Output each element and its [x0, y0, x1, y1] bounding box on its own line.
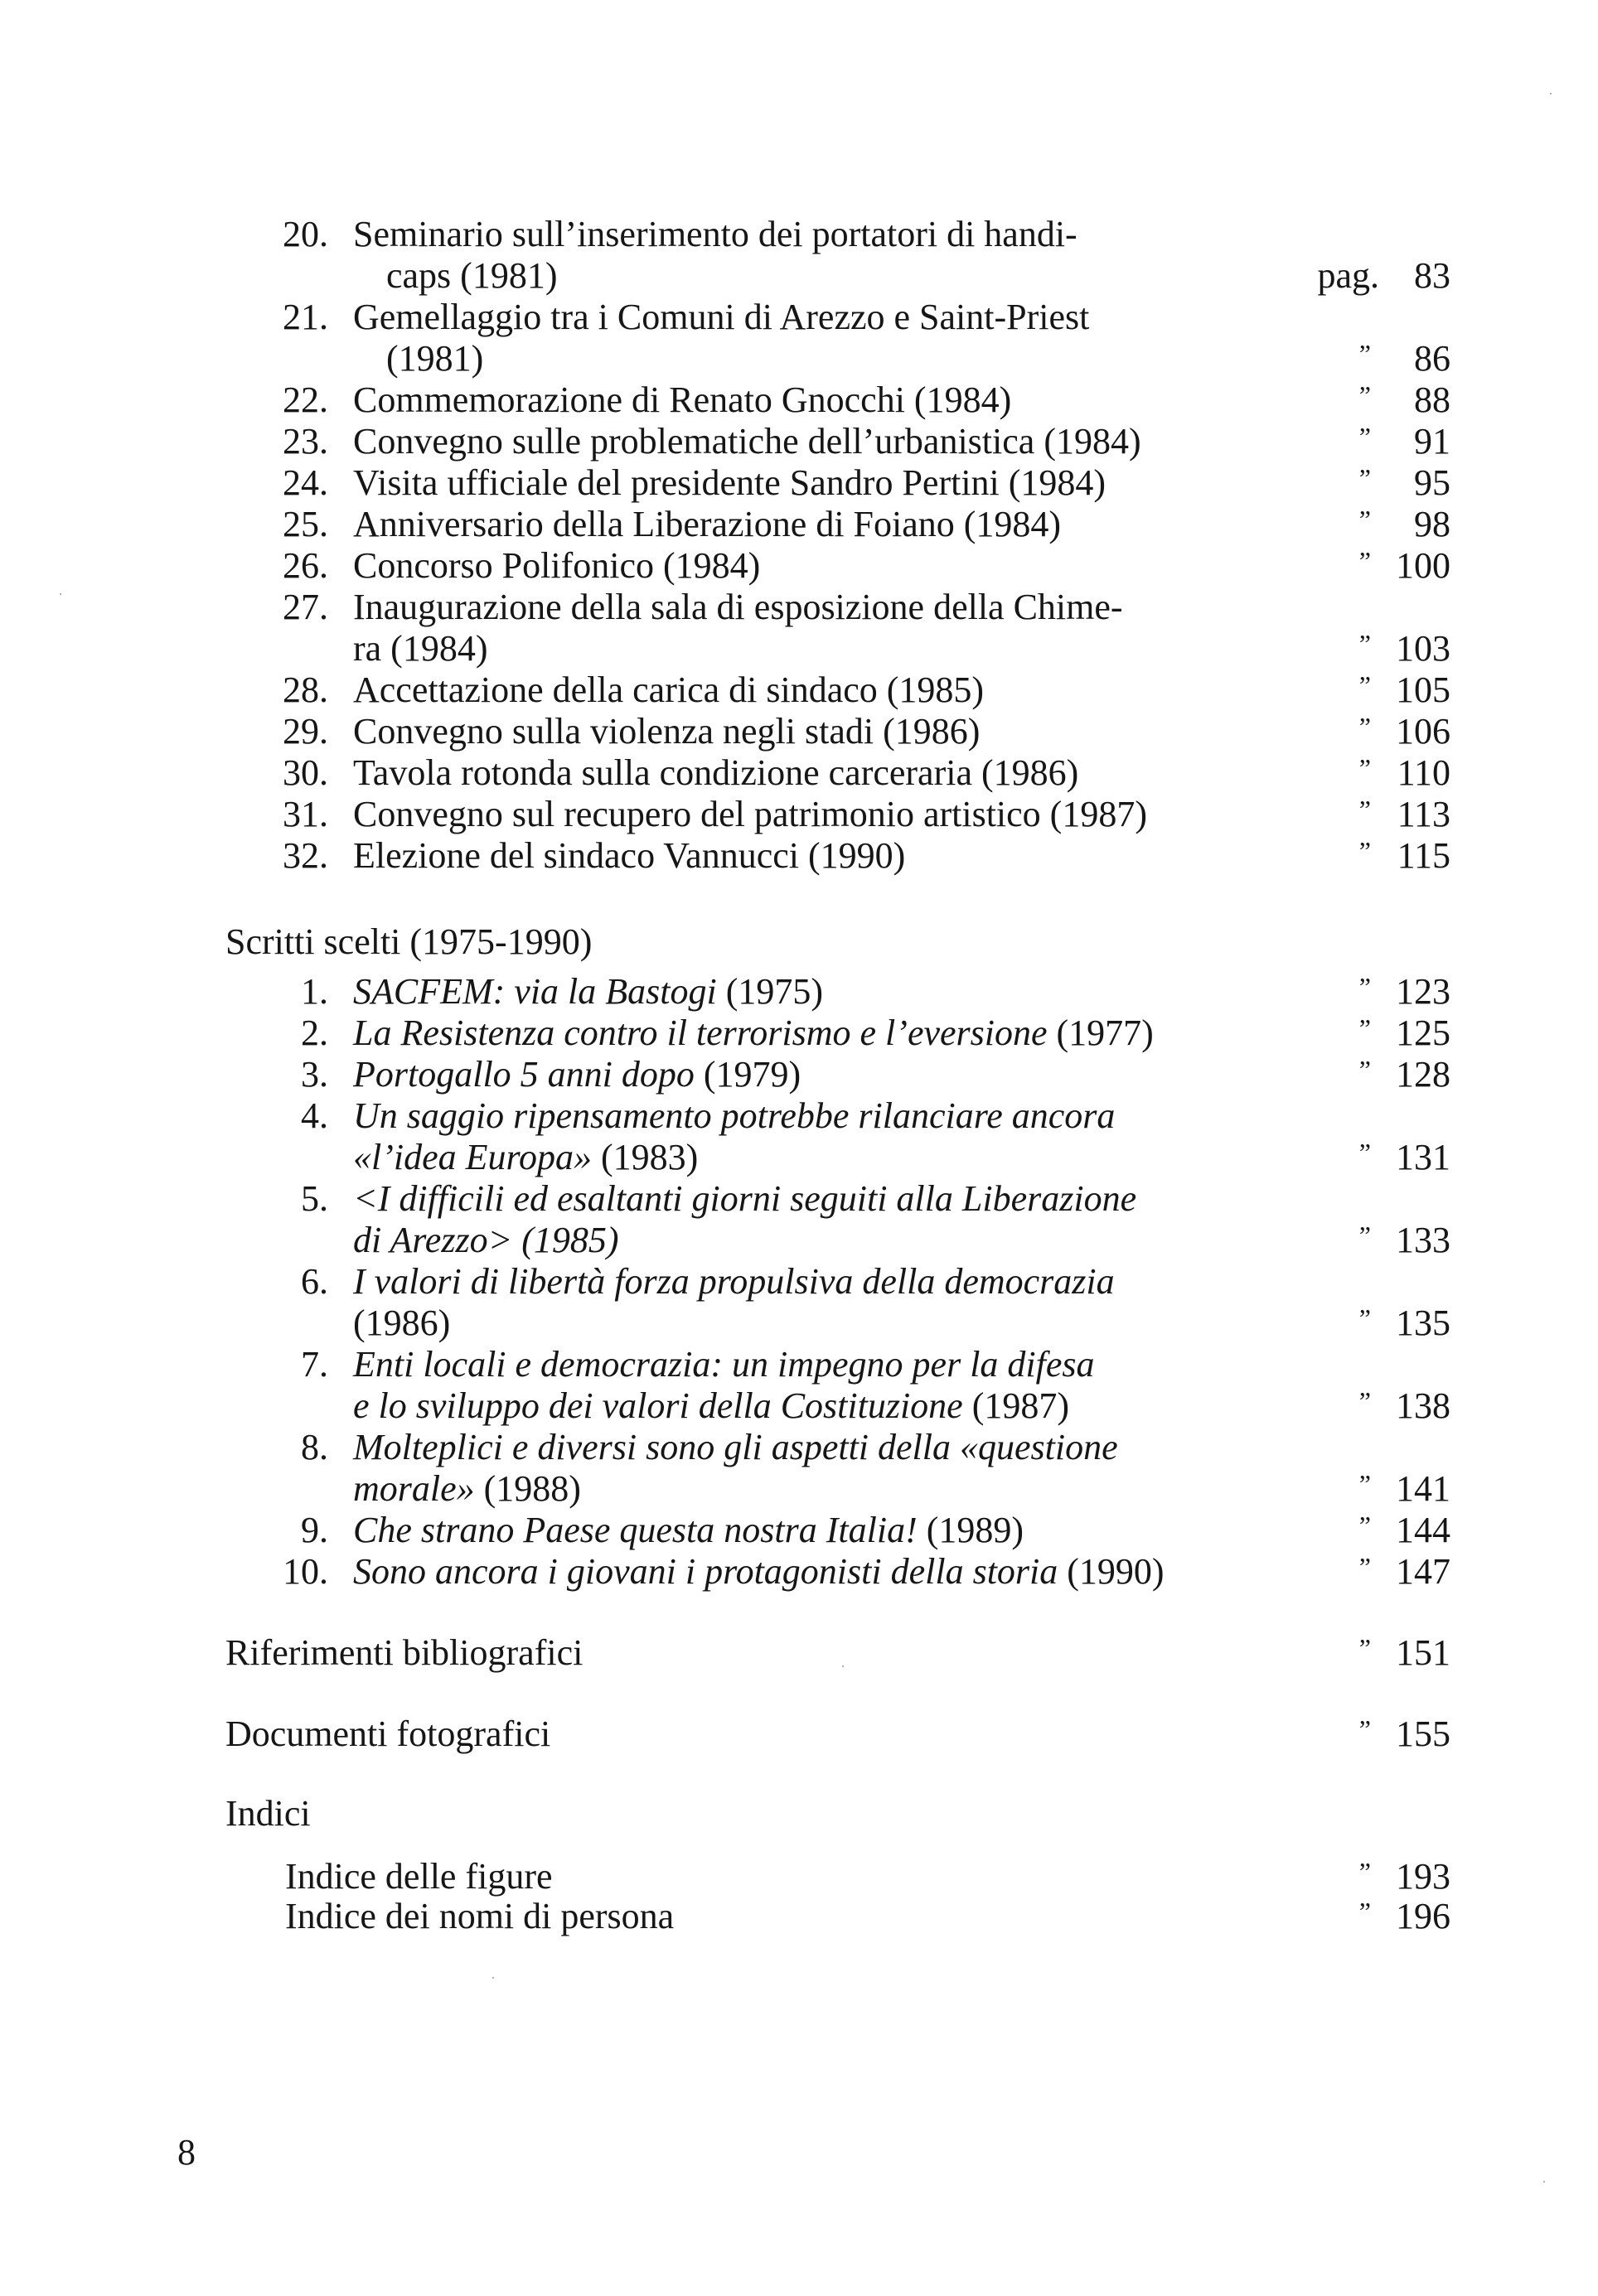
essay-year: (1987) [962, 1385, 1070, 1426]
entry-number: 8. [301, 1427, 328, 1467]
page-number-value: 144 [1396, 1510, 1450, 1550]
ditto-mark: ” [1358, 795, 1371, 824]
ditto-mark: ” [1358, 1511, 1371, 1540]
essay-year: (1990) [1058, 1551, 1165, 1592]
page-number-value: 103 [1396, 628, 1450, 669]
essay-title: morale» [353, 1468, 475, 1509]
essay-year: (1977) [1047, 1013, 1154, 1053]
scan-speck [1550, 93, 1552, 94]
essay-year: (1983) [592, 1137, 699, 1177]
entry-title-line [353, 1551, 1165, 1593]
essay-year: (1975) [716, 971, 824, 1012]
page-number-value: 100 [1396, 545, 1450, 586]
entry-title-line [353, 1137, 698, 1178]
essay-title: Molteplici e diversi sono gli aspetti della «questione [353, 1427, 1118, 1467]
essay-year: (1988) [474, 1468, 581, 1509]
scan-speck [1543, 2181, 1545, 2182]
page-number-value: 135 [1396, 1303, 1450, 1343]
page-number-value: 86 [1414, 338, 1450, 379]
ditto-mark: ” [1358, 505, 1371, 534]
page-number-value: 88 [1414, 379, 1450, 420]
essay-title: e lo sviluppo dei valori della Costituzione [353, 1385, 963, 1426]
entry-title-line: Convegno sul recupero del patrimonio artistico (1987) [353, 794, 1147, 834]
page-number-value: 128 [1396, 1054, 1450, 1095]
scan-speck [842, 1665, 844, 1667]
entry-number: 20. [283, 214, 328, 254]
essay-title: di Arezzo> (1985) [353, 1220, 619, 1260]
entry-number: 31. [283, 794, 328, 834]
entry-title-line [353, 1303, 450, 1344]
page-number-value: 125 [1396, 1013, 1450, 1053]
entry-title-line [353, 1468, 581, 1510]
entry-number: 30. [283, 752, 328, 793]
entry-title-line: Accettazione della carica di sindaco (1985) [353, 669, 985, 710]
page-number-value: 155 [1396, 1714, 1450, 1754]
essay-year: (1989) [917, 1510, 1024, 1550]
page-number-value: 133 [1396, 1220, 1450, 1260]
page-number-value: 105 [1396, 669, 1450, 710]
essay-title: La Resistenza contro il terrorismo e l’eversione [353, 1013, 1048, 1053]
entry-title-line [353, 1261, 1115, 1303]
essay-title: Un saggio ripensamento potrebbe rilanciare ancora [353, 1095, 1116, 1136]
ditto-mark: ” [1358, 1303, 1371, 1333]
entry-number: 3. [301, 1054, 328, 1095]
entry-title-line [353, 1095, 1115, 1137]
index-entry-label: Indice dei nomi di persona [285, 1896, 675, 1936]
entry-title-line: (1981) [386, 338, 484, 379]
essay-year: (1986) [353, 1303, 451, 1343]
entry-number: 21. [283, 297, 328, 337]
index-entry-label: Indice delle figure [285, 1856, 553, 1897]
ditto-mark: ” [1358, 1897, 1371, 1926]
page-number-value: 113 [1397, 794, 1450, 834]
entry-number: 28. [283, 669, 328, 710]
entry-number: 23. [283, 421, 328, 462]
entry-title-line: Convegno sulla violenza negli stadi (1986) [353, 711, 981, 752]
page-number-value: 131 [1396, 1137, 1450, 1177]
section-heading-documenti: Documenti fotografici [225, 1714, 551, 1754]
entry-number: 4. [301, 1095, 328, 1136]
entry-title-line: Commemorazione di Renato Gnocchi (1984) [353, 379, 1012, 420]
essay-title: Enti locali e democrazia: un impegno per la difesa [353, 1344, 1095, 1385]
entry-number: 29. [283, 711, 328, 752]
entry-number: 1. [301, 971, 328, 1012]
page-number-value: 196 [1396, 1896, 1450, 1936]
entry-title-line: caps (1981) [386, 255, 558, 296]
page-number-value: 115 [1397, 835, 1450, 876]
entry-title-line [353, 1510, 1024, 1551]
section-heading-indici: Indici [225, 1793, 311, 1834]
page-number-value: 83 [1414, 255, 1450, 296]
page-number-value: 141 [1396, 1468, 1450, 1509]
essay-title: SACFEM: via la Bastogi [353, 971, 717, 1012]
entry-title-line: Elezione del sindaco Vannucci (1990) [353, 835, 906, 876]
page-number-value: 106 [1396, 711, 1450, 752]
ditto-mark: ” [1358, 1714, 1371, 1744]
scan-speck [60, 593, 61, 595]
page-number: 8 [177, 2132, 196, 2173]
ditto-mark: ” [1358, 463, 1371, 493]
entry-title-line [353, 1220, 619, 1261]
ditto-mark: ” [1358, 1552, 1371, 1582]
entry-number: 10. [283, 1551, 328, 1592]
entry-title-line [353, 1385, 1069, 1427]
ditto-mark: ” [1358, 422, 1371, 452]
page-number-value: 98 [1414, 504, 1450, 544]
page-number-value: 147 [1396, 1551, 1450, 1592]
section-heading-riferimenti: Riferimenti bibliografici [225, 1632, 584, 1673]
essay-title: Che strano Paese questa nostra Italia! [353, 1510, 918, 1550]
ditto-mark: ” [1358, 1857, 1371, 1887]
entry-title-line: Visita ufficiale del presidente Sandro Pertini (1984) [353, 462, 1106, 503]
entry-number: 32. [283, 835, 328, 876]
ditto-mark: ” [1358, 753, 1371, 783]
essay-title: «l’idea Europa» [353, 1137, 592, 1177]
page-number-value: 193 [1396, 1856, 1450, 1897]
ditto-mark: ” [1358, 836, 1371, 866]
ditto-mark: ” [1358, 1469, 1371, 1499]
page-number-value: 123 [1396, 971, 1450, 1012]
page-number-value: 95 [1414, 462, 1450, 503]
page-number-value: 110 [1397, 752, 1450, 793]
entry-number: 22. [283, 379, 328, 420]
page-number-value: 151 [1396, 1632, 1450, 1673]
ditto-mark: ” [1358, 1386, 1371, 1416]
entry-title-line: Tavola rotonda sulla condizione carceraria (1986) [353, 752, 1079, 793]
entry-title-line: ra (1984) [353, 628, 488, 669]
page-number-value: 138 [1396, 1385, 1450, 1426]
entry-title-line [353, 1054, 801, 1095]
ditto-mark: ” [1358, 380, 1371, 410]
page-number-value: 91 [1414, 421, 1450, 462]
entry-number: 26. [283, 545, 328, 586]
ditto-mark: ” [1358, 972, 1371, 1002]
essay-title: I valori di libertà forza propulsiva della democrazia [353, 1261, 1115, 1302]
entry-title-line: Convegno sulle problematiche dell’urbanistica (1984) [353, 421, 1141, 462]
entry-number: 24. [283, 462, 328, 503]
entry-title-line [353, 971, 823, 1013]
entry-number: 27. [283, 587, 328, 627]
ditto-mark: ” [1358, 712, 1371, 742]
ditto-mark: ” [1358, 546, 1371, 576]
entry-number: 7. [301, 1344, 328, 1385]
essay-year: (1979) [694, 1054, 801, 1095]
essay-title: Sono ancora i giovani i protagonisti della storia [353, 1551, 1058, 1592]
scan-speck [492, 1977, 494, 1979]
ditto-mark: ” [1358, 1055, 1371, 1085]
entry-number: 2. [301, 1013, 328, 1053]
entry-title-line: Anniversario della Liberazione di Foiano (1984) [353, 504, 1062, 544]
essay-title: <I difficili ed esaltanti giorni seguiti alla Liberazione [353, 1178, 1137, 1219]
entry-title-line [353, 1427, 1118, 1468]
ditto-mark: ” [1358, 1013, 1371, 1043]
ditto-mark: ” [1358, 1633, 1371, 1663]
entry-title-line: Concorso Polifonico (1984) [353, 545, 761, 586]
section-heading-scritti: Scritti scelti (1975-1990) [225, 921, 593, 962]
ditto-mark: ” [1358, 1138, 1371, 1167]
entry-number: 6. [301, 1261, 328, 1302]
ditto-mark: ” [1358, 1221, 1371, 1250]
page-prefix: pag. [1317, 255, 1379, 296]
ditto-mark: ” [1358, 670, 1371, 700]
entry-number: 25. [283, 504, 328, 544]
entry-title-line: Gemellaggio tra i Comuni di Arezzo e Saint-Priest [353, 297, 1090, 337]
entry-title-line [353, 1178, 1136, 1220]
ditto-mark: ” [1358, 629, 1371, 659]
entry-number: 5. [301, 1178, 328, 1219]
entry-title-line [353, 1344, 1095, 1385]
ditto-mark: ” [1358, 339, 1371, 369]
entry-number: 9. [301, 1510, 328, 1550]
entry-title-line: Inaugurazione della sala di esposizione della Chime- [353, 587, 1123, 627]
entry-title-line: Seminario sull’inserimento dei portatori di handi- [353, 214, 1077, 254]
essay-title: Portogallo 5 anni dopo [353, 1054, 695, 1095]
entry-title-line [353, 1013, 1154, 1054]
